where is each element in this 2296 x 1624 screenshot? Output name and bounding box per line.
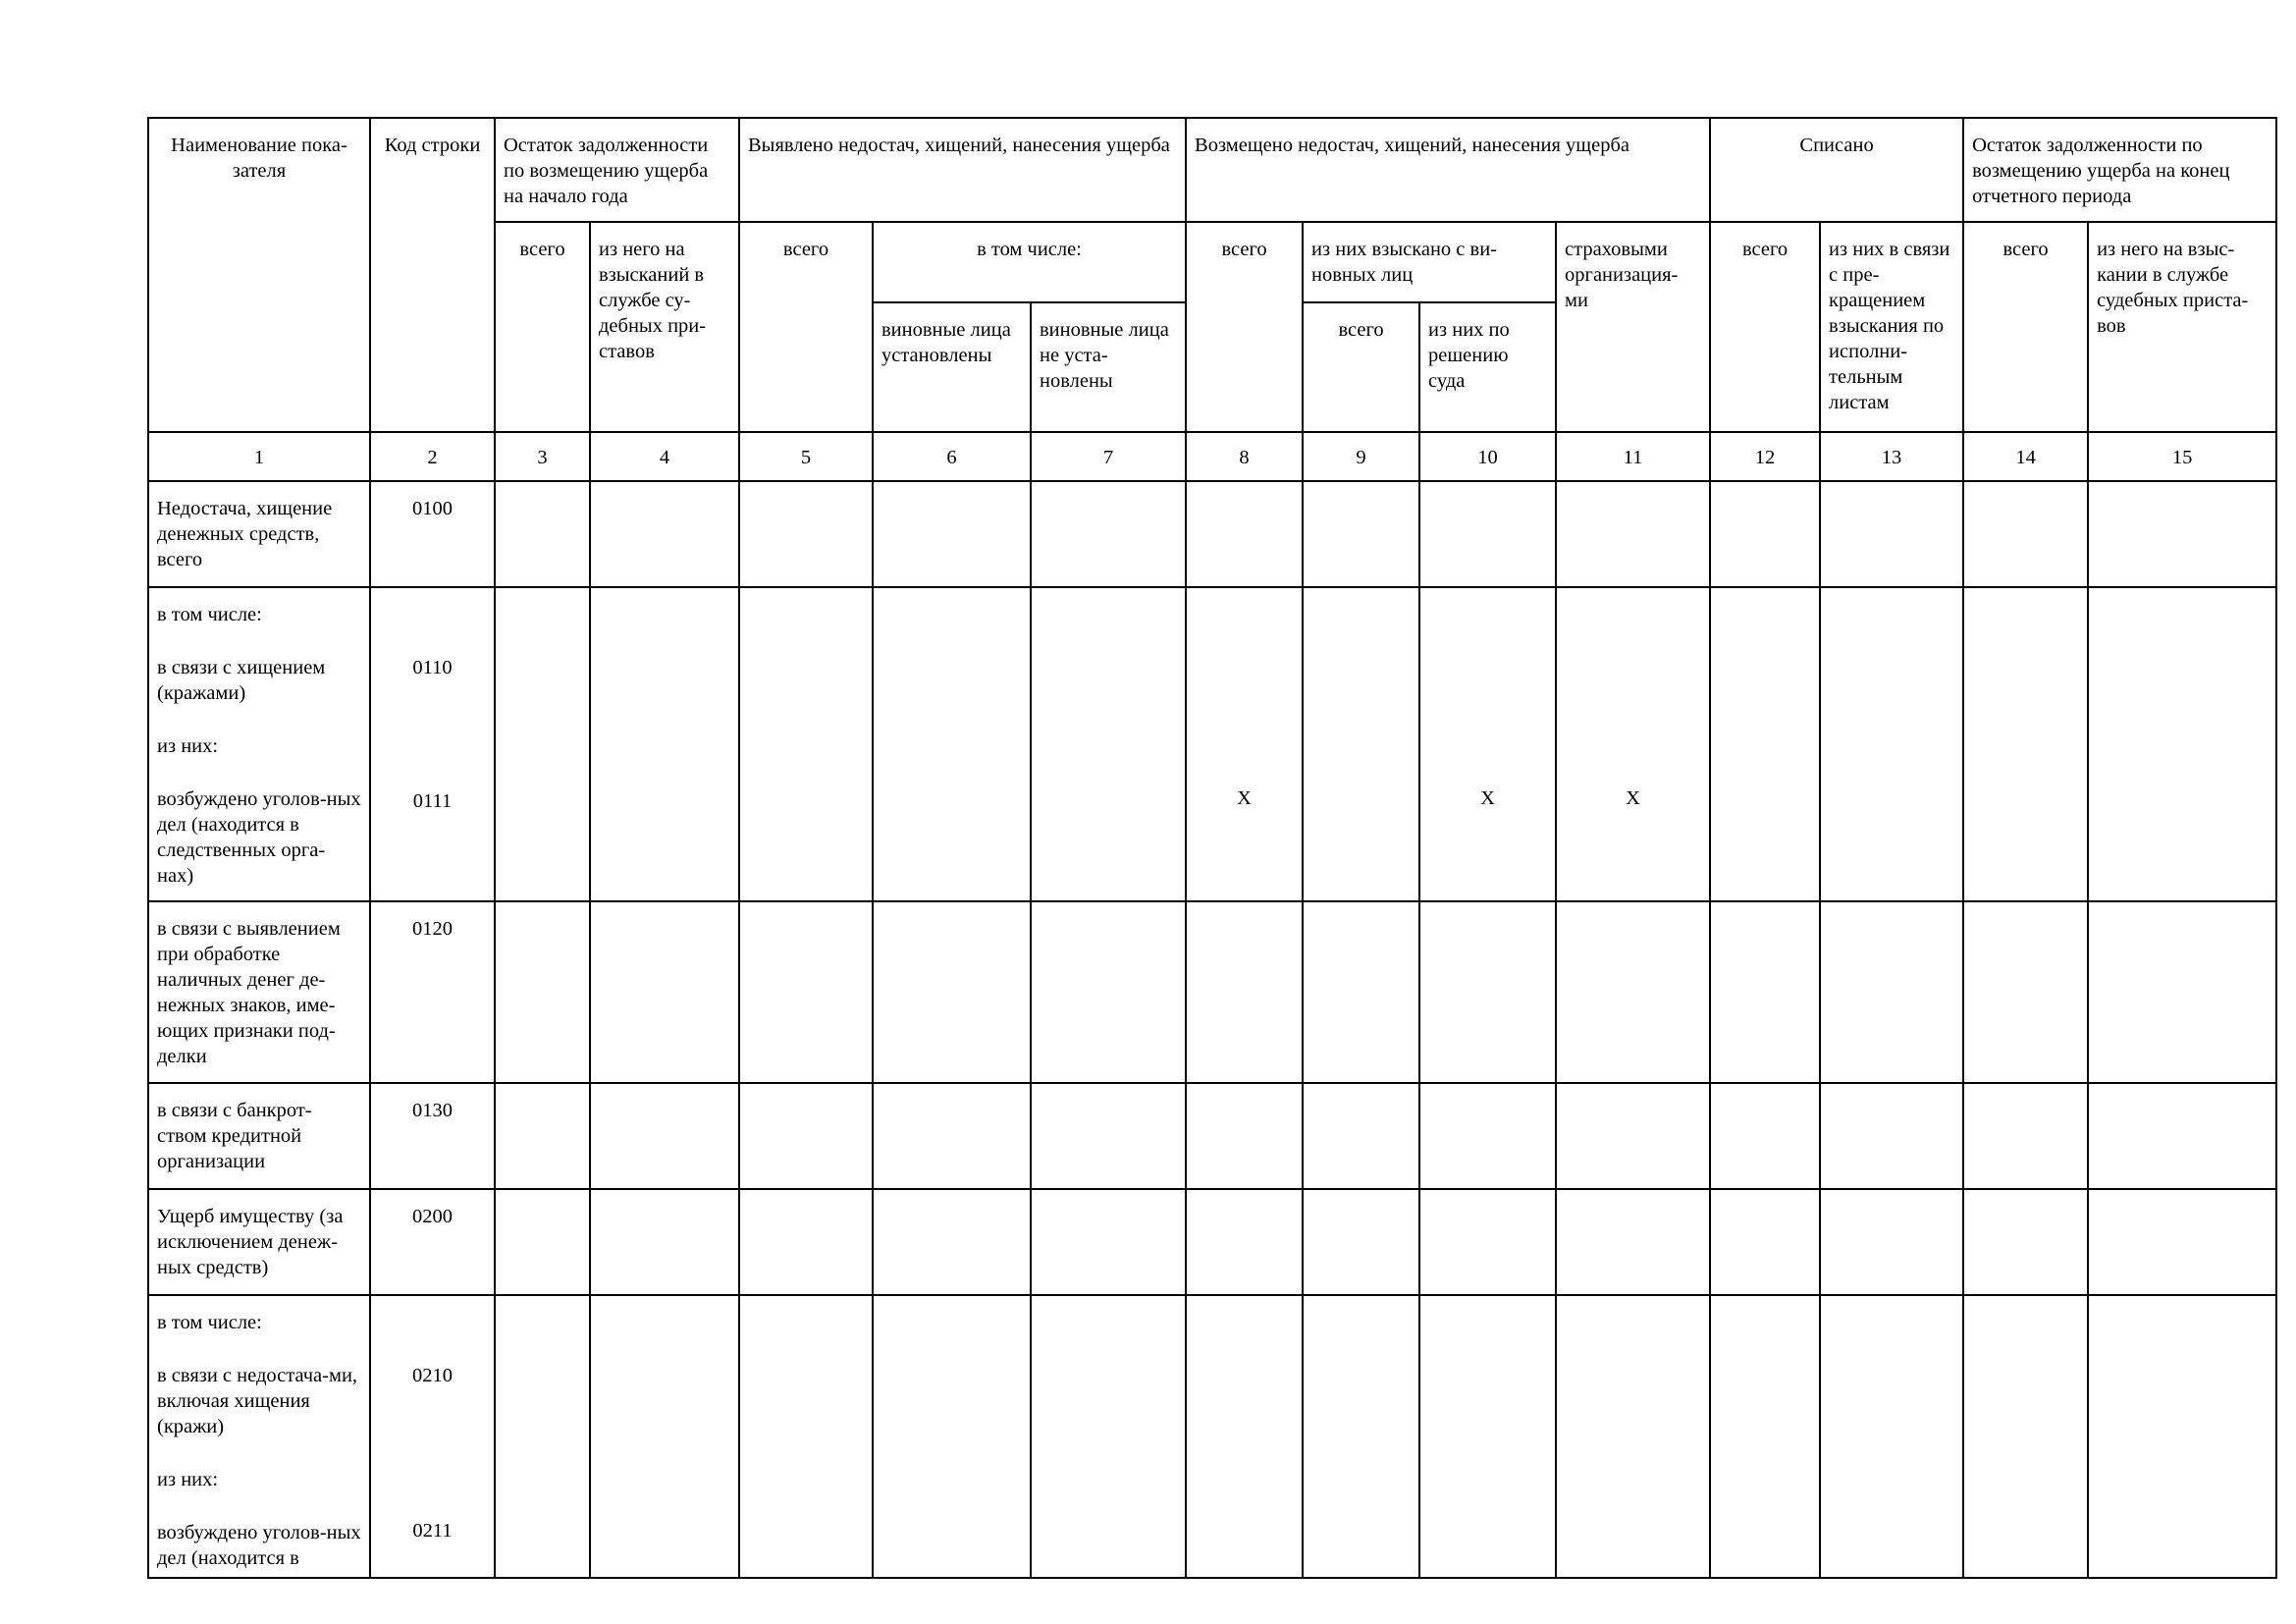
header-col7-culprits-not-found: виновные лица не уста-новлены <box>1031 302 1186 432</box>
table-row-0120 <box>148 901 2276 1083</box>
row-label: возбуждено уголов-ных дел (находится в следственных орга-нах) <box>157 788 361 887</box>
col-number: 6 <box>873 432 1031 481</box>
col-number: 8 <box>1186 432 1303 481</box>
data-cell[interactable] <box>2088 1295 2276 1578</box>
data-cell[interactable] <box>2088 587 2276 901</box>
data-cell[interactable] <box>1031 587 1186 901</box>
table-row-0130 <box>148 1083 2276 1189</box>
row-label: в связи с хищением (кражами) <box>157 657 326 704</box>
row-label: из них: <box>157 735 219 757</box>
row-code: 0210 <box>412 1365 453 1386</box>
header-name: Наименование пока- зателя <box>148 118 370 432</box>
row-code: 0100 <box>370 481 495 587</box>
x-mark: X <box>1480 787 1495 809</box>
data-cell[interactable] <box>1186 587 1303 901</box>
header-written-off: Списано <box>1710 118 1963 222</box>
data-cell[interactable] <box>1186 481 1303 587</box>
data-cell[interactable] <box>495 901 590 1083</box>
data-cell[interactable] <box>2088 481 2276 587</box>
data-cell[interactable] <box>739 1083 873 1189</box>
data-cell[interactable] <box>495 481 590 587</box>
header-col6-culprits-found: виновные лица установлены <box>873 302 1031 432</box>
data-cell[interactable] <box>1031 1083 1186 1189</box>
data-cell[interactable] <box>1031 1189 1186 1295</box>
row-code: 0120 <box>370 901 495 1083</box>
data-cell[interactable] <box>739 1295 873 1578</box>
header-col11-insurers: страховыми организация-ми <box>1556 222 1710 432</box>
header-col10-court: из них по решению суда <box>1419 302 1556 432</box>
data-cell[interactable] <box>1820 587 1963 901</box>
data-cell[interactable] <box>1303 587 1419 901</box>
x-mark: X <box>1237 787 1252 809</box>
col-number: 10 <box>1419 432 1556 481</box>
header-balance-start: Остаток задолженности по возмещению ущерба на начало года <box>495 118 739 222</box>
data-cell[interactable] <box>1556 901 1710 1083</box>
data-cell[interactable] <box>590 1083 739 1189</box>
header-col13-termination: из них в связи с пре-кращением взыскания по исполни-тельным листам <box>1820 222 1963 432</box>
data-cell[interactable] <box>1963 481 2088 587</box>
table-row-0210-0211 <box>148 1295 2276 1578</box>
row-label: возбуждено уголов-ных дел (находится в <box>157 1522 361 1569</box>
data-cell[interactable] <box>1419 481 1556 587</box>
data-cell[interactable] <box>1820 901 1963 1083</box>
col-number: 1 <box>148 432 370 481</box>
data-cell[interactable] <box>1710 901 1820 1083</box>
data-cell[interactable] <box>590 1189 739 1295</box>
data-cell[interactable] <box>495 1295 590 1578</box>
data-cell[interactable] <box>2088 1083 2276 1189</box>
data-cell[interactable] <box>1556 587 1710 901</box>
col-number: 4 <box>590 432 739 481</box>
row-code-group <box>370 1295 495 1578</box>
data-cell[interactable] <box>1556 481 1710 587</box>
col-number: 12 <box>1710 432 1820 481</box>
data-cell[interactable] <box>1303 901 1419 1083</box>
data-cell[interactable] <box>873 1295 1031 1578</box>
row-code-group <box>370 587 495 901</box>
data-cell[interactable] <box>1186 1189 1303 1295</box>
header-col15-bailiffs: из него на взыс-кании в службе судебных приста-вов <box>2088 222 2276 432</box>
header-including: в том числе: <box>873 222 1186 302</box>
header-row-1 <box>148 118 2276 222</box>
row-code: 0211 <box>412 1520 453 1542</box>
row-code: 0110 <box>412 657 453 678</box>
data-cell[interactable] <box>873 481 1031 587</box>
data-cell[interactable] <box>739 481 873 587</box>
data-cell[interactable] <box>1710 587 1820 901</box>
data-cell[interactable] <box>495 1083 590 1189</box>
row-label: в том числе: <box>157 604 262 625</box>
col-number: 15 <box>2088 432 2276 481</box>
data-cell[interactable] <box>1186 1083 1303 1189</box>
col-number: 2 <box>370 432 495 481</box>
data-cell[interactable] <box>1820 1189 1963 1295</box>
data-cell[interactable] <box>590 1295 739 1578</box>
row-label: в связи с выявлением при обработке наличных денег де-нежных знаков, име-ющих признаки под-делки <box>148 901 370 1083</box>
row-label-group <box>148 587 370 901</box>
data-cell[interactable] <box>1303 1083 1419 1189</box>
header-col8-total: всего <box>1186 222 1303 432</box>
header-col3-total: всего <box>495 222 590 432</box>
data-cell[interactable] <box>873 1189 1031 1295</box>
row-label: из них: <box>157 1469 219 1490</box>
report-form-table <box>147 117 2277 1579</box>
data-cell[interactable] <box>1031 901 1186 1083</box>
data-cell[interactable] <box>873 1083 1031 1189</box>
data-cell[interactable] <box>1963 587 2088 901</box>
data-cell[interactable] <box>1419 1083 1556 1189</box>
data-cell[interactable] <box>1963 901 2088 1083</box>
x-mark: X <box>1626 787 1640 809</box>
col-number: 9 <box>1303 432 1419 481</box>
data-cell[interactable] <box>1710 1189 1820 1295</box>
header-reimbursed: Возмещено недостач, хищений, нанесения ущерба <box>1186 118 1710 222</box>
data-cell[interactable] <box>2088 1189 2276 1295</box>
data-cell[interactable] <box>1710 481 1820 587</box>
row-label: Недостача, хищение денежных средств, всего <box>148 481 370 587</box>
data-cell[interactable] <box>1963 1295 2088 1578</box>
row-label: в связи с недостача-ми, включая хищения (кражи) <box>157 1365 358 1437</box>
data-cell[interactable] <box>1556 1083 1710 1189</box>
col-number: 3 <box>495 432 590 481</box>
data-cell[interactable] <box>1303 1189 1419 1295</box>
header-recovered-culprits: из них взыскано с ви-новных лиц <box>1303 222 1556 302</box>
header-col12-total: всего <box>1710 222 1820 432</box>
data-cell[interactable] <box>2088 901 2276 1083</box>
row-label-group <box>148 1295 370 1578</box>
data-cell[interactable] <box>1419 1189 1556 1295</box>
data-cell[interactable] <box>1186 1295 1303 1578</box>
row-label: Ущерб имуществу (за исключением денеж-ных средств) <box>148 1189 370 1295</box>
data-cell[interactable] <box>1031 1295 1186 1578</box>
header-col5-total: всего <box>739 222 873 432</box>
header-col14-total: всего <box>1963 222 2088 432</box>
data-cell[interactable] <box>1963 1083 2088 1189</box>
data-cell[interactable] <box>495 587 590 901</box>
row-code: 0111 <box>412 790 453 812</box>
data-cell[interactable] <box>1710 1295 1820 1578</box>
data-cell[interactable] <box>873 587 1031 901</box>
data-cell[interactable] <box>1556 1189 1710 1295</box>
data-cell[interactable] <box>1419 1295 1556 1578</box>
data-cell[interactable] <box>1963 1189 2088 1295</box>
data-cell[interactable] <box>1303 1295 1419 1578</box>
data-cell[interactable] <box>590 481 739 587</box>
table-row-0110-0111 <box>148 587 2276 901</box>
data-cell[interactable] <box>873 901 1031 1083</box>
col-number: 13 <box>1820 432 1963 481</box>
data-cell[interactable] <box>590 587 739 901</box>
data-cell[interactable] <box>1031 481 1186 587</box>
data-cell[interactable] <box>1710 1083 1820 1189</box>
row-code: 0200 <box>370 1189 495 1295</box>
header-col9-total: всего <box>1303 302 1419 432</box>
header-code: Код строки <box>370 118 495 432</box>
col-number: 11 <box>1556 432 1710 481</box>
data-cell[interactable] <box>1419 901 1556 1083</box>
data-cell[interactable] <box>739 1189 873 1295</box>
col-number: 7 <box>1031 432 1186 481</box>
data-cell[interactable] <box>1820 1083 1963 1189</box>
data-cell[interactable] <box>1419 587 1556 901</box>
col-number: 14 <box>1963 432 2088 481</box>
data-cell[interactable] <box>1186 901 1303 1083</box>
data-cell[interactable] <box>739 587 873 901</box>
data-cell[interactable] <box>1556 1295 1710 1578</box>
data-cell[interactable] <box>1820 1295 1963 1578</box>
table-row-0100 <box>148 481 2276 587</box>
data-cell[interactable] <box>739 901 873 1083</box>
col-number: 5 <box>739 432 873 481</box>
header-col4-bailiffs: из него на взысканий в службе су-дебных при-ставов <box>590 222 739 432</box>
table-row-0200 <box>148 1189 2276 1295</box>
data-cell[interactable] <box>1303 481 1419 587</box>
column-numbers-row <box>148 432 2276 481</box>
row-label: в том числе: <box>157 1312 262 1333</box>
header-identified: Выявлено недостач, хищений, нанесения ущерба <box>739 118 1186 222</box>
data-cell[interactable] <box>590 901 739 1083</box>
row-label: в связи с банкрот-ством кредитной организации <box>148 1083 370 1189</box>
header-balance-end: Остаток задолженности по возмещению ущерба на конец отчетного периода <box>1963 118 2276 222</box>
data-cell[interactable] <box>1820 481 1963 587</box>
data-cell[interactable] <box>495 1189 590 1295</box>
row-code: 0130 <box>370 1083 495 1189</box>
